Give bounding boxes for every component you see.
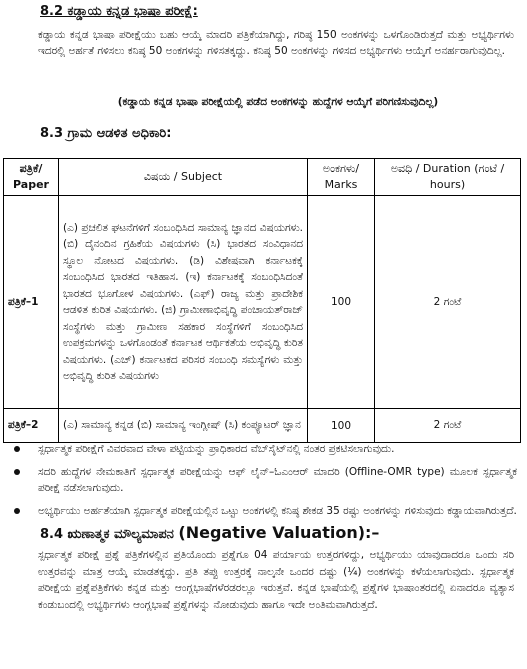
- cell-duration: 2 ಗಂಟೆ: [375, 409, 521, 443]
- section-8-2-heading-text: 8.2 ಕಡ್ಡಾಯ ಕನ್ನಡ ಭಾಷಾ ಪರೀಕ್ಷೆ:: [40, 4, 198, 19]
- list-item: [12, 441, 517, 457]
- cell-marks: 100: [308, 409, 375, 443]
- section-8-2-note: (ಕಡ್ಡಾಯ ಕನ್ನಡ ಭಾಷಾ ಪರೀಕ್ಷೆಯಲ್ಲಿ ಪಡೆದ ಅಂಕಗಳನ್ನು ಹುದ್ದೆಗಳ ಆಯ್ಕೆಗೆ ಪರಿಗಣಿಸುವುದಿಲ್ಲ): [117, 96, 439, 108]
- section-8-4-heading-english: (Negative Valuation):–: [178, 523, 380, 542]
- cell-subject: (ಎ) ಪ್ರಚಲಿತ ಘಟನೆಗಳಿಗೆ ಸಂಬಂಧಿಸಿದ ಸಾಮಾನ್ಯ ಜ್ಞಾನದ ವಿಷಯಗಳು. (ಬಿ) ದೈನಂದಿನ ಗ್ರಹಿಕೆಯ ವಿಷಯಗಳು (ಸಿ) ಭಾರತದ ಸಂವಿಧಾನದ ಸ್ಥೂಲ ನೋಟದ ವಿಷಯಗಳು. (ಡಿ) ವಿಶೇಷವಾಗಿ ಕರ್ನಾಟಕಕ್ಕೆ ಸಂಬಂಧಿಸಿದ ಭಾರತದ ಇತಿಹಾಸ. (ಇ) ಕರ್ನಾಟಕಕ್ಕೆ ಸಂಬಂಧಿಸಿದಂತೆ ಭಾರತದ ಭೂಗೋಳ ವಿಷಯಗಳು. (ಎಫ್) ರಾಜ್ಯ ಮತ್ತು ಪ್ರಾದೇಶಿಕ ಆಡಳಿತ ಕುರಿತ ವಿಷಯಗಳು. (ಜಿ) ಗ್ರಾಮೀಣಾಭಿವೃದ್ಧಿ ಪಂಚಾಯತ್‌ರಾಜ್ ಸಂಸ್ಥೆಗಳು ಮತ್ತು ಗ್ರಾಮೀಣ ಸಹಕಾರ ಸಂಸ್ಥೆಗಳಿಗೆ ಸಂಬಂಧಿಸಿದ ಉಪಕ್ರಮಗಳನ್ನು ಒಳಗೊಂಡಂತೆ ಕರ್ನಾಟಕ ಆರ್ಥಿಕತೆಯ ಅಭಿವೃದ್ಧಿ ಕುರಿತ ವಿಷಯಗಳು. (ಎಚ್) ಕರ್ನಾಟಕದ ಪರಿಸರ ಸಂಬಂಧಿ ಸಮಸ್ಯೆಗಳು ಮತ್ತು ಅಭಿವೃದ್ಧಿ ಕುರಿತ ವಿಷಯಗಳು: [59, 196, 308, 409]
- exam-pattern-table: [3, 158, 521, 443]
- table-row: [4, 409, 521, 443]
- list-item-text: ಅಭ್ಯರ್ಥಿಯು ಅರ್ಹತೆಯಾಗಿ ಸ್ಪರ್ಧಾತ್ಮಕ ಪರೀಕ್ಷೆಯಲ್ಲಿನ ಒಟ್ಟು ಅಂಕಗಳಲ್ಲಿ ಕನಿಷ್ಠ ಶೇಕಡ 35 ರಷ್ಟು ಅಂಕಗಳನ್ನು ಗಳಿಸುವುದು ಕಡ್ಡಾಯವಾಗಿರುತ್ತದೆ.: [38, 505, 517, 517]
- header-duration: ಅವಧಿ / Duration (ಗಂಟೆ / hours): [375, 159, 521, 196]
- list-item: [12, 503, 517, 519]
- bullet-icon: [14, 508, 20, 514]
- section-8-2-paragraph: ಕಡ್ಡಾಯ ಕನ್ನಡ ಭಾಷಾ ಪರೀಕ್ಷೆಯು ಬಹು ಆಯ್ಕೆ ಮಾದರಿ ಪತ್ರಿಕೆಯಾಗಿದ್ದು, ಗರಿಷ್ಠ 150 ಅಂಕಗಳನ್ನು ಒಳಗೊಂಡಿರುತ್ತದೆ ಮತ್ತು ಅಭ್ಯರ್ಥಿಗಳು ಇದರಲ್ಲಿ ಅರ್ಹತೆ ಗಳಿಸಲು ಕನಿಷ್ಠ 50 ಅಂಕಗಳನ್ನು ಗಳಿಸತಕ್ಕದ್ದು. ಕನಿಷ್ಠ 50 ಅಂಕಗಳನ್ನು ಗಳಿಸದ ಅಭ್ಯರ್ಥಿಗಳು ಆಯ್ಕೆಗೆ ಅನರ್ಹರಾಗುವುದಿಲ್ಲ.: [38, 29, 514, 57]
- cell-paper: ಪತ್ರಿಕೆ–2: [4, 409, 59, 443]
- header-marks: ಅಂಕಗಳು/ Marks: [308, 159, 375, 196]
- cell-paper: ಪತ್ರಿಕೆ–1: [4, 196, 59, 409]
- header-subject: ವಿಷಯ / Subject: [59, 159, 308, 196]
- section-8-4-heading: [40, 525, 379, 543]
- list-item: [12, 464, 517, 496]
- section-8-3-heading: 8.3 ಗ್ರಾಮ ಆಡಳಿತ ಅಧಿಕಾರಿ:: [40, 126, 172, 141]
- section-8-4-heading-prefix: 8.4 ಋಣಾತ್ಮಕ ಮೌಲ್ಯಮಾಪನ: [40, 527, 179, 542]
- cell-marks: 100: [308, 196, 375, 409]
- cell-duration: 2 ಗಂಟೆ: [375, 196, 521, 409]
- cell-subject: (ಎ) ಸಾಮಾನ್ಯ ಕನ್ನಡ (ಬಿ) ಸಾಮಾನ್ಯ ಇಂಗ್ಲೀಷ್ (ಸಿ) ಕಂಪ್ಯೂಟರ್ ಜ್ಞಾನ: [59, 409, 308, 443]
- header-paper: ಪತ್ರಿಕೆ/ Paper: [4, 159, 59, 196]
- section-8-2-heading: [40, 4, 198, 20]
- section-8-4-paragraph: ಸ್ಪರ್ಧಾತ್ಮಕ ಪರೀಕ್ಷೆ ಪ್ರಶ್ನೆ ಪತ್ರಿಕೆಗಳಲ್ಲಿನ ಪ್ರತಿಯೊಂದು ಪ್ರಶ್ನೆಗೂ 04 ಪರ್ಯಾಯ ಉತ್ತರಗಳಿದ್ದು, ಅಭ್ಯರ್ಥಿಯು ಯಾವುದಾದರೂ ಒಂದು ಸರಿ ಉತ್ತರವನ್ನು ಮಾತ್ರ ಆಯ್ಕೆ ಮಾಡತಕ್ಕದ್ದು. ಪ್ರತಿ ತಪ್ಪು ಉತ್ತರಕ್ಕೆ ನಾಲ್ಕನೇ ಒಂದರ ದಷ್ಟು (¼) ಅಂಕಗಳನ್ನು ಕಳೆಯಲಾಗುವುದು. ಸ್ಪರ್ಧಾತ್ಮಕ ಪರೀಕ್ಷೆಯ ಪ್ರಶ್ನೆಪತ್ರಿಕೆಗಳು ಕನ್ನಡ ಮತ್ತು ಆಂಗ್ಲಭಾಷೆಗಳೆರಡರಲ್ಲೂ ಇರುತ್ತವೆ. ಕನ್ನಡ ಭಾಷೆಯಲ್ಲಿ ಪ್ರಶ್ನೆಗಳ ಭಾಷಾಂತರದಲ್ಲಿ ಏನಾದರೂ ವ್ಯತ್ಯಾಸ ಕಂಡುಬಂದಲ್ಲಿ ಅಭ್ಯರ್ಥಿಗಳು ಆಂಗ್ಲಭಾಷೆ ಪ್ರಶ್ನೆಗಳನ್ನು ನೋಡುವುದು ಹಾಗೂ ಇದೇ ಅಂತಿಮವಾಗಿರುತ್ತದೆ.: [38, 549, 514, 611]
- bullet-icon: [14, 446, 20, 452]
- list-item-text: ಸ್ಪರ್ಧಾತ್ಮಕ ಪರೀಕ್ಷೆಗೆ ವಿವರವಾದ ವೇಳಾ ಪಟ್ಟಿಯನ್ನು ಪ್ರಾಧಿಕಾರದ ವೆಬ್‌ಸೈಟ್‌ನಲ್ಲಿ ನಂತರ ಪ್ರಕಟಿಸಲಾಗುವುದು.: [38, 443, 395, 455]
- notes-list: [12, 441, 517, 526]
- table-row: [4, 196, 521, 409]
- bullet-icon: [14, 469, 20, 475]
- table-header-row: [4, 159, 521, 196]
- list-item-text: ಸದರಿ ಹುದ್ದೆಗಳ ನೇಮಕಾತಿಗೆ ಸ್ಪರ್ಧಾತ್ಮಕ ಪರೀಕ್ಷೆಯನ್ನು ಆಫ್ ಲೈನ್–ಓಎಂಆರ್ ಮಾದರಿ (Offline-OMR type) ಮೂಲಕ ಸ್ಪರ್ಧಾತ್ಮಕ ಪರೀಕ್ಷೆ ನಡೆಸಲಾಗುವುದು.: [38, 466, 517, 494]
